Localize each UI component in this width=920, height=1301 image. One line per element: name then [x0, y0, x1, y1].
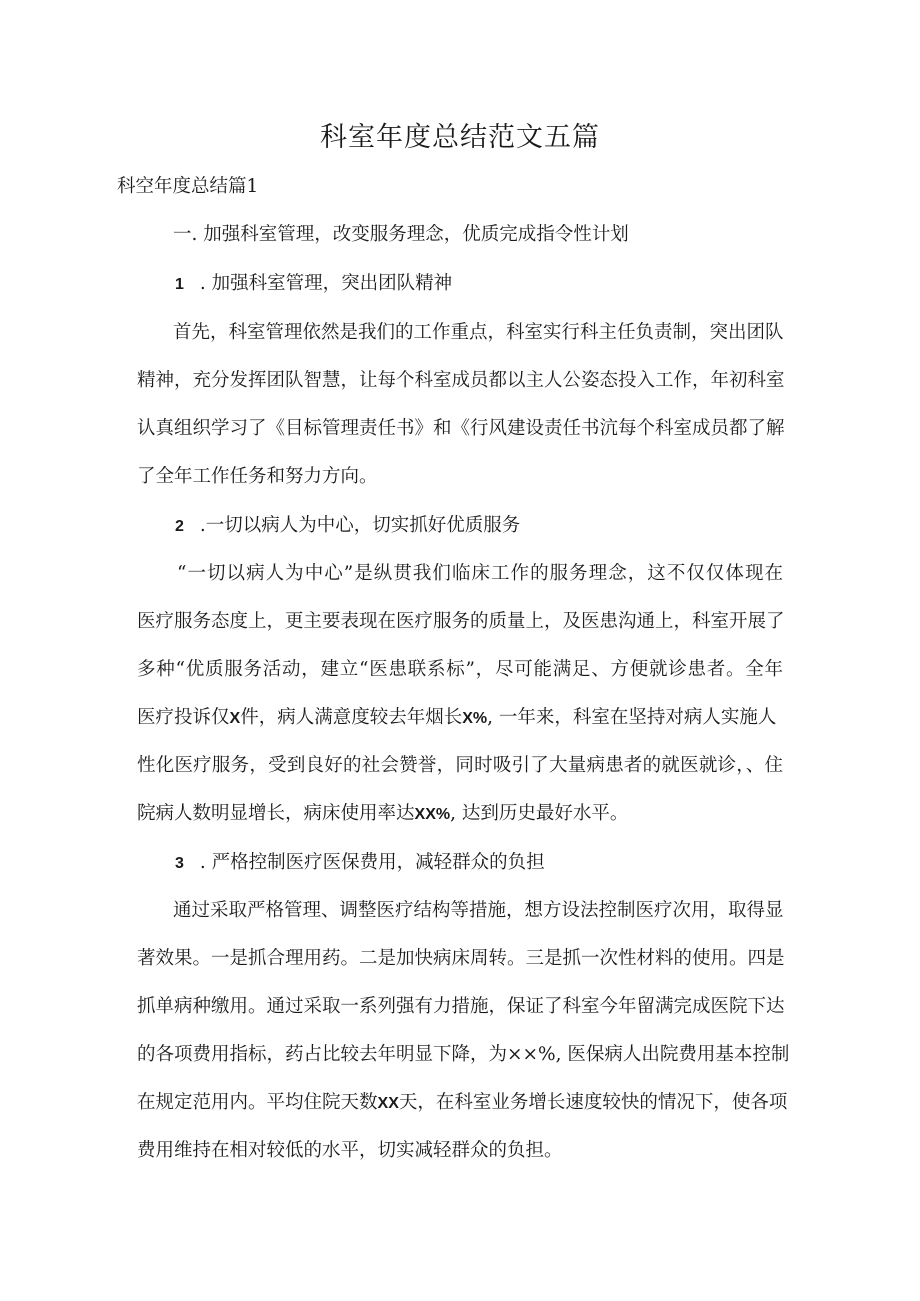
paragraph-line: 多种“优质服务活动，建立“医患联系标”，尽可能满足、方便就诊患者。全年: [137, 659, 783, 680]
bold-percent: XX%: [414, 806, 451, 823]
text-run: 医疗投诉仅: [137, 707, 230, 728]
bold-mark: XX: [377, 1095, 399, 1112]
paragraph-line: “一切以病人为中心”是纵贯我们临床工作的服务理念，这不仅仅体现在: [177, 563, 783, 584]
bold-mark: X: [229, 710, 241, 727]
text-run: 在规定范用内。平均住院天数: [137, 1092, 378, 1113]
text-run: 院病人数明显增长，病床使用率达: [137, 803, 415, 824]
subsection-title: . 严格控制医疗医保费用，减轻群众的负担: [199, 852, 545, 873]
heading-1: 一. 加强科室管理，改变服务理念，优质完成指令性计划: [173, 224, 629, 245]
subsection-number: 1: [175, 276, 184, 293]
paragraph-line: 费用维持在相对较低的水平，切实减轻群众的负担。: [137, 1140, 563, 1161]
paragraph-line: 性化医疗服务，受到良好的社会赞誉，同时吸引了大量病患者的就医就诊，、住: [137, 755, 783, 776]
paragraph-line: 首先，科室管理依然是我们的工作重点，科室实行科主任负责制，突出团队: [173, 322, 784, 343]
document-title: 科室年度总结范文五篇: [320, 122, 600, 153]
subsection-3-heading: [175, 848, 545, 879]
section-heading: 科空年度总结篇1: [117, 176, 259, 197]
text-run: 件，病人满意度较去年烟长: [240, 707, 463, 728]
paragraph-line: 著效果。一是抓合理用药。二是加快病床周转。三是抓一次性材料的使用。四是: [137, 948, 785, 969]
subsection-number: 3: [175, 855, 184, 872]
paragraph-line: 精神，充分发挥团队智慧，让每个科室成员都以主人公姿态投入工作，年初科室: [137, 370, 785, 391]
subsection-title: .一切以病人为中心，切实抓好优质服务: [199, 515, 521, 536]
paragraph-line-mixed: [137, 1088, 787, 1119]
text-run: , 一年来，科室在坚持对病人实施人: [487, 707, 777, 728]
text-run: , 达到历史最好水平。: [450, 803, 629, 824]
paragraph-line-mixed: [137, 703, 776, 734]
paragraph-line: 认真组织学习了《目标管理责任书》和《行风建设责任书沆每个科室成员都了解: [137, 418, 785, 439]
paragraph-line-mixed: [137, 799, 628, 830]
subsection-1-heading: [175, 269, 452, 300]
paragraph-line: 医疗服务态度上，更主要表现在医疗服务的质量上，及医患沟通上，科室开展了: [137, 611, 785, 632]
paragraph-line: 了全年工作任务和努力方向。: [137, 466, 378, 487]
text-run: 天，在科室业务增长速度较快的情况下，使各项: [398, 1092, 788, 1113]
paragraph-line: 通过采取严格管理、调整医疗结构等措施，想方设法控制医疗次用，取得显: [173, 900, 784, 921]
bold-percent: X%: [462, 710, 488, 727]
subsection-title: . 加强科室管理，突出团队精神: [199, 273, 453, 294]
paragraph-line: 的各项费用指标，药占比较去年明显下降，为××%, 医保病人出院费用基本控制: [137, 1044, 790, 1065]
paragraph-line: 抓单病种缴用。通过采取一系列强有力措施，保证了科室今年留满完成医院下达: [137, 996, 785, 1017]
subsection-2-heading: [175, 511, 520, 542]
subsection-number: 2: [175, 518, 184, 535]
